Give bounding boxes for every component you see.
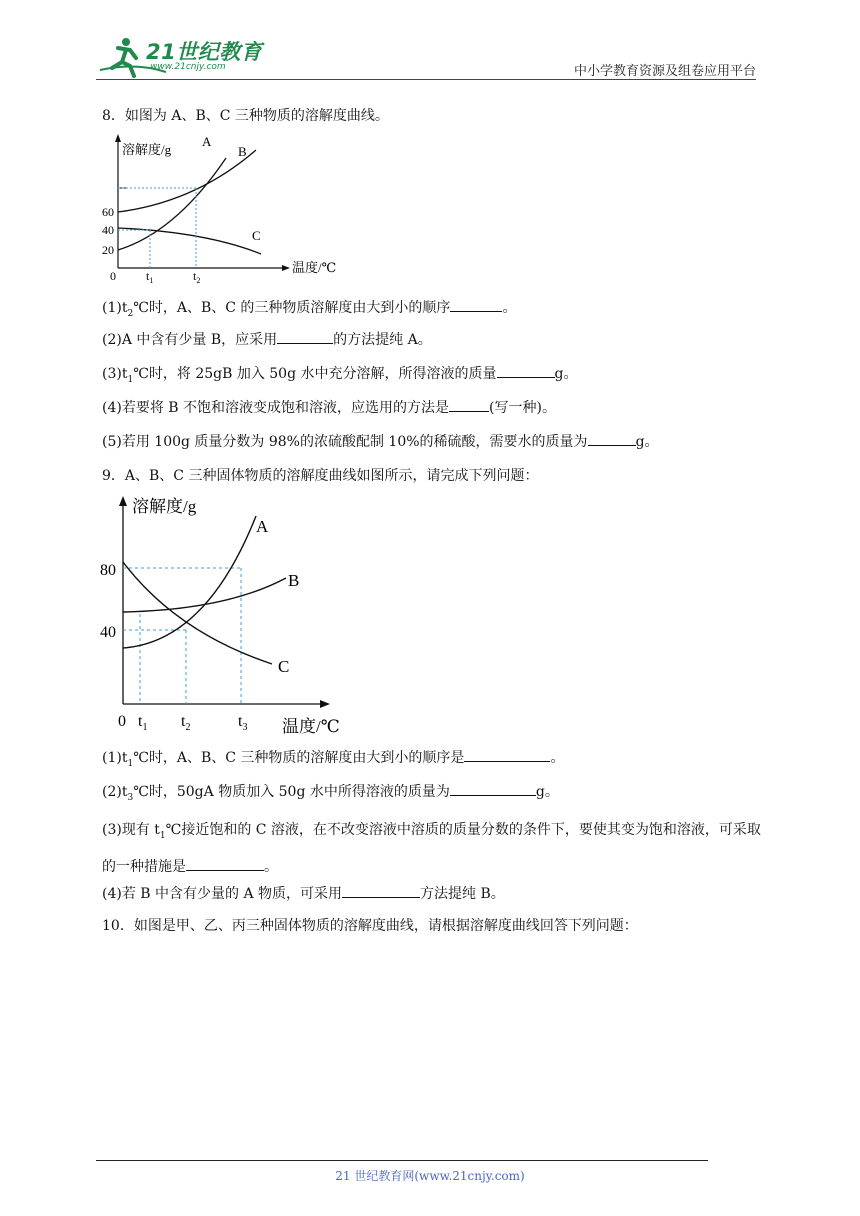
q9-ytick-40: 40: [100, 624, 116, 641]
q8-item-3: $(3)t_1℃$时，将 25gB 加入 50g 水中充分溶解，所得溶液的质量 g。: [102, 366, 578, 385]
q9-item-1: $(1)t_1℃$时，A、B、C 三种物质的溶解度由大到小的顺序是 。: [102, 750, 565, 769]
q8-xtick-t2: $t_2$: [193, 269, 201, 285]
q9-stem: 9．A、B、C 三种固体物质的溶解度曲线如图所示，请完成下列问题：: [102, 468, 539, 484]
q8-curve-b: [118, 150, 256, 212]
q8-xlabel: 温度/℃: [292, 260, 337, 275]
q9-ytick-80: 80: [100, 562, 116, 579]
q9-label-b: B: [288, 571, 300, 590]
q8-stem: 8．如图为 A、B、C 三种物质的溶解度曲线。: [102, 108, 389, 124]
q8-label-b: B: [238, 144, 247, 159]
answer-blank[interactable]: [464, 748, 550, 762]
q9-curve-b: [123, 578, 286, 612]
header-divider: [96, 79, 756, 80]
footer-site[interactable]: 21 世纪教育网(www.21cnjy.com): [335, 1169, 525, 1183]
q9-ylabel: 溶解度/g: [132, 497, 197, 516]
q9-xtick-t3: $t_3$: [238, 713, 248, 733]
q9-xlabel: 温度/℃: [282, 717, 340, 736]
q9-item-4: (4)若 B 中含有少量的 A 物质，可采用 方法提纯 B。: [102, 886, 505, 902]
footer-divider: [96, 1160, 708, 1161]
q8-item-4: (4)若要将 B 不饱和溶液变成饱和溶液，应选用的方法是 (写一种)。: [102, 400, 556, 416]
q9-label-c: C: [278, 657, 290, 676]
q8-ylabel: 溶解度/g: [122, 142, 172, 157]
answer-blank[interactable]: [450, 782, 536, 796]
q8-origin: 0: [110, 269, 116, 283]
q9-solubility-chart: [96, 492, 356, 740]
q8-solubility-chart: [96, 132, 356, 288]
q8-item-2: (2)A 中含有少量 B，应采用 的方法提纯 A。: [102, 332, 432, 348]
header-platform-text: 中小学教育资源及组卷应用平台: [573, 64, 756, 79]
answer-blank[interactable]: [450, 298, 502, 312]
q9-curve-a: [123, 516, 256, 648]
q8-ytick-40: 40: [102, 223, 114, 237]
brand-url: www.21cnjy.com: [150, 62, 226, 72]
q8-label-c: C: [252, 228, 261, 243]
q9-xtick-t1: $t_1$: [138, 713, 148, 733]
answer-blank[interactable]: [497, 364, 555, 378]
q8-label-a: A: [202, 134, 212, 149]
answer-blank[interactable]: [588, 432, 636, 446]
brand-name: 21世纪教育: [146, 40, 263, 64]
q8-item-1: $(1)t_2℃$时，A、B、C 的三种物质溶解度由大到小的顺序 。: [102, 300, 517, 319]
q10-stem: 10．如图是甲、乙、丙三种固体物质的溶解度曲线，请根据溶解度曲线回答下列问题：: [102, 918, 638, 934]
q9-xtick-t2: $t_2$: [181, 713, 191, 733]
answer-blank[interactable]: [449, 398, 489, 412]
q8-ytick-20: 20: [102, 243, 114, 257]
q9-label-a: A: [256, 517, 269, 536]
q8-xtick-t1: $t_1$: [146, 269, 154, 285]
q8-item-5: (5)若用 100g 质量分数为 98%的浓硫酸配制 10%的稀硫酸，需要水的质量为 g。: [102, 434, 659, 450]
answer-blank[interactable]: [186, 857, 264, 871]
answer-blank[interactable]: [342, 884, 420, 898]
answer-blank[interactable]: [277, 330, 333, 344]
q9-item-2: $(2)t_3℃$时，50gA 物质加入 50g 水中所得溶液的质量为 g。: [102, 784, 559, 803]
q9-item-3: (3)现有 $t_1℃$接近饱和的 C 溶液，在不改变溶液中溶质的质量分数的条件下，要使其变为饱和溶液，可采取的一种措施是 。: [102, 822, 761, 875]
q8-curve-a: [118, 158, 226, 250]
q9-origin: 0: [118, 713, 126, 730]
q8-ytick-60: 60: [102, 205, 114, 219]
